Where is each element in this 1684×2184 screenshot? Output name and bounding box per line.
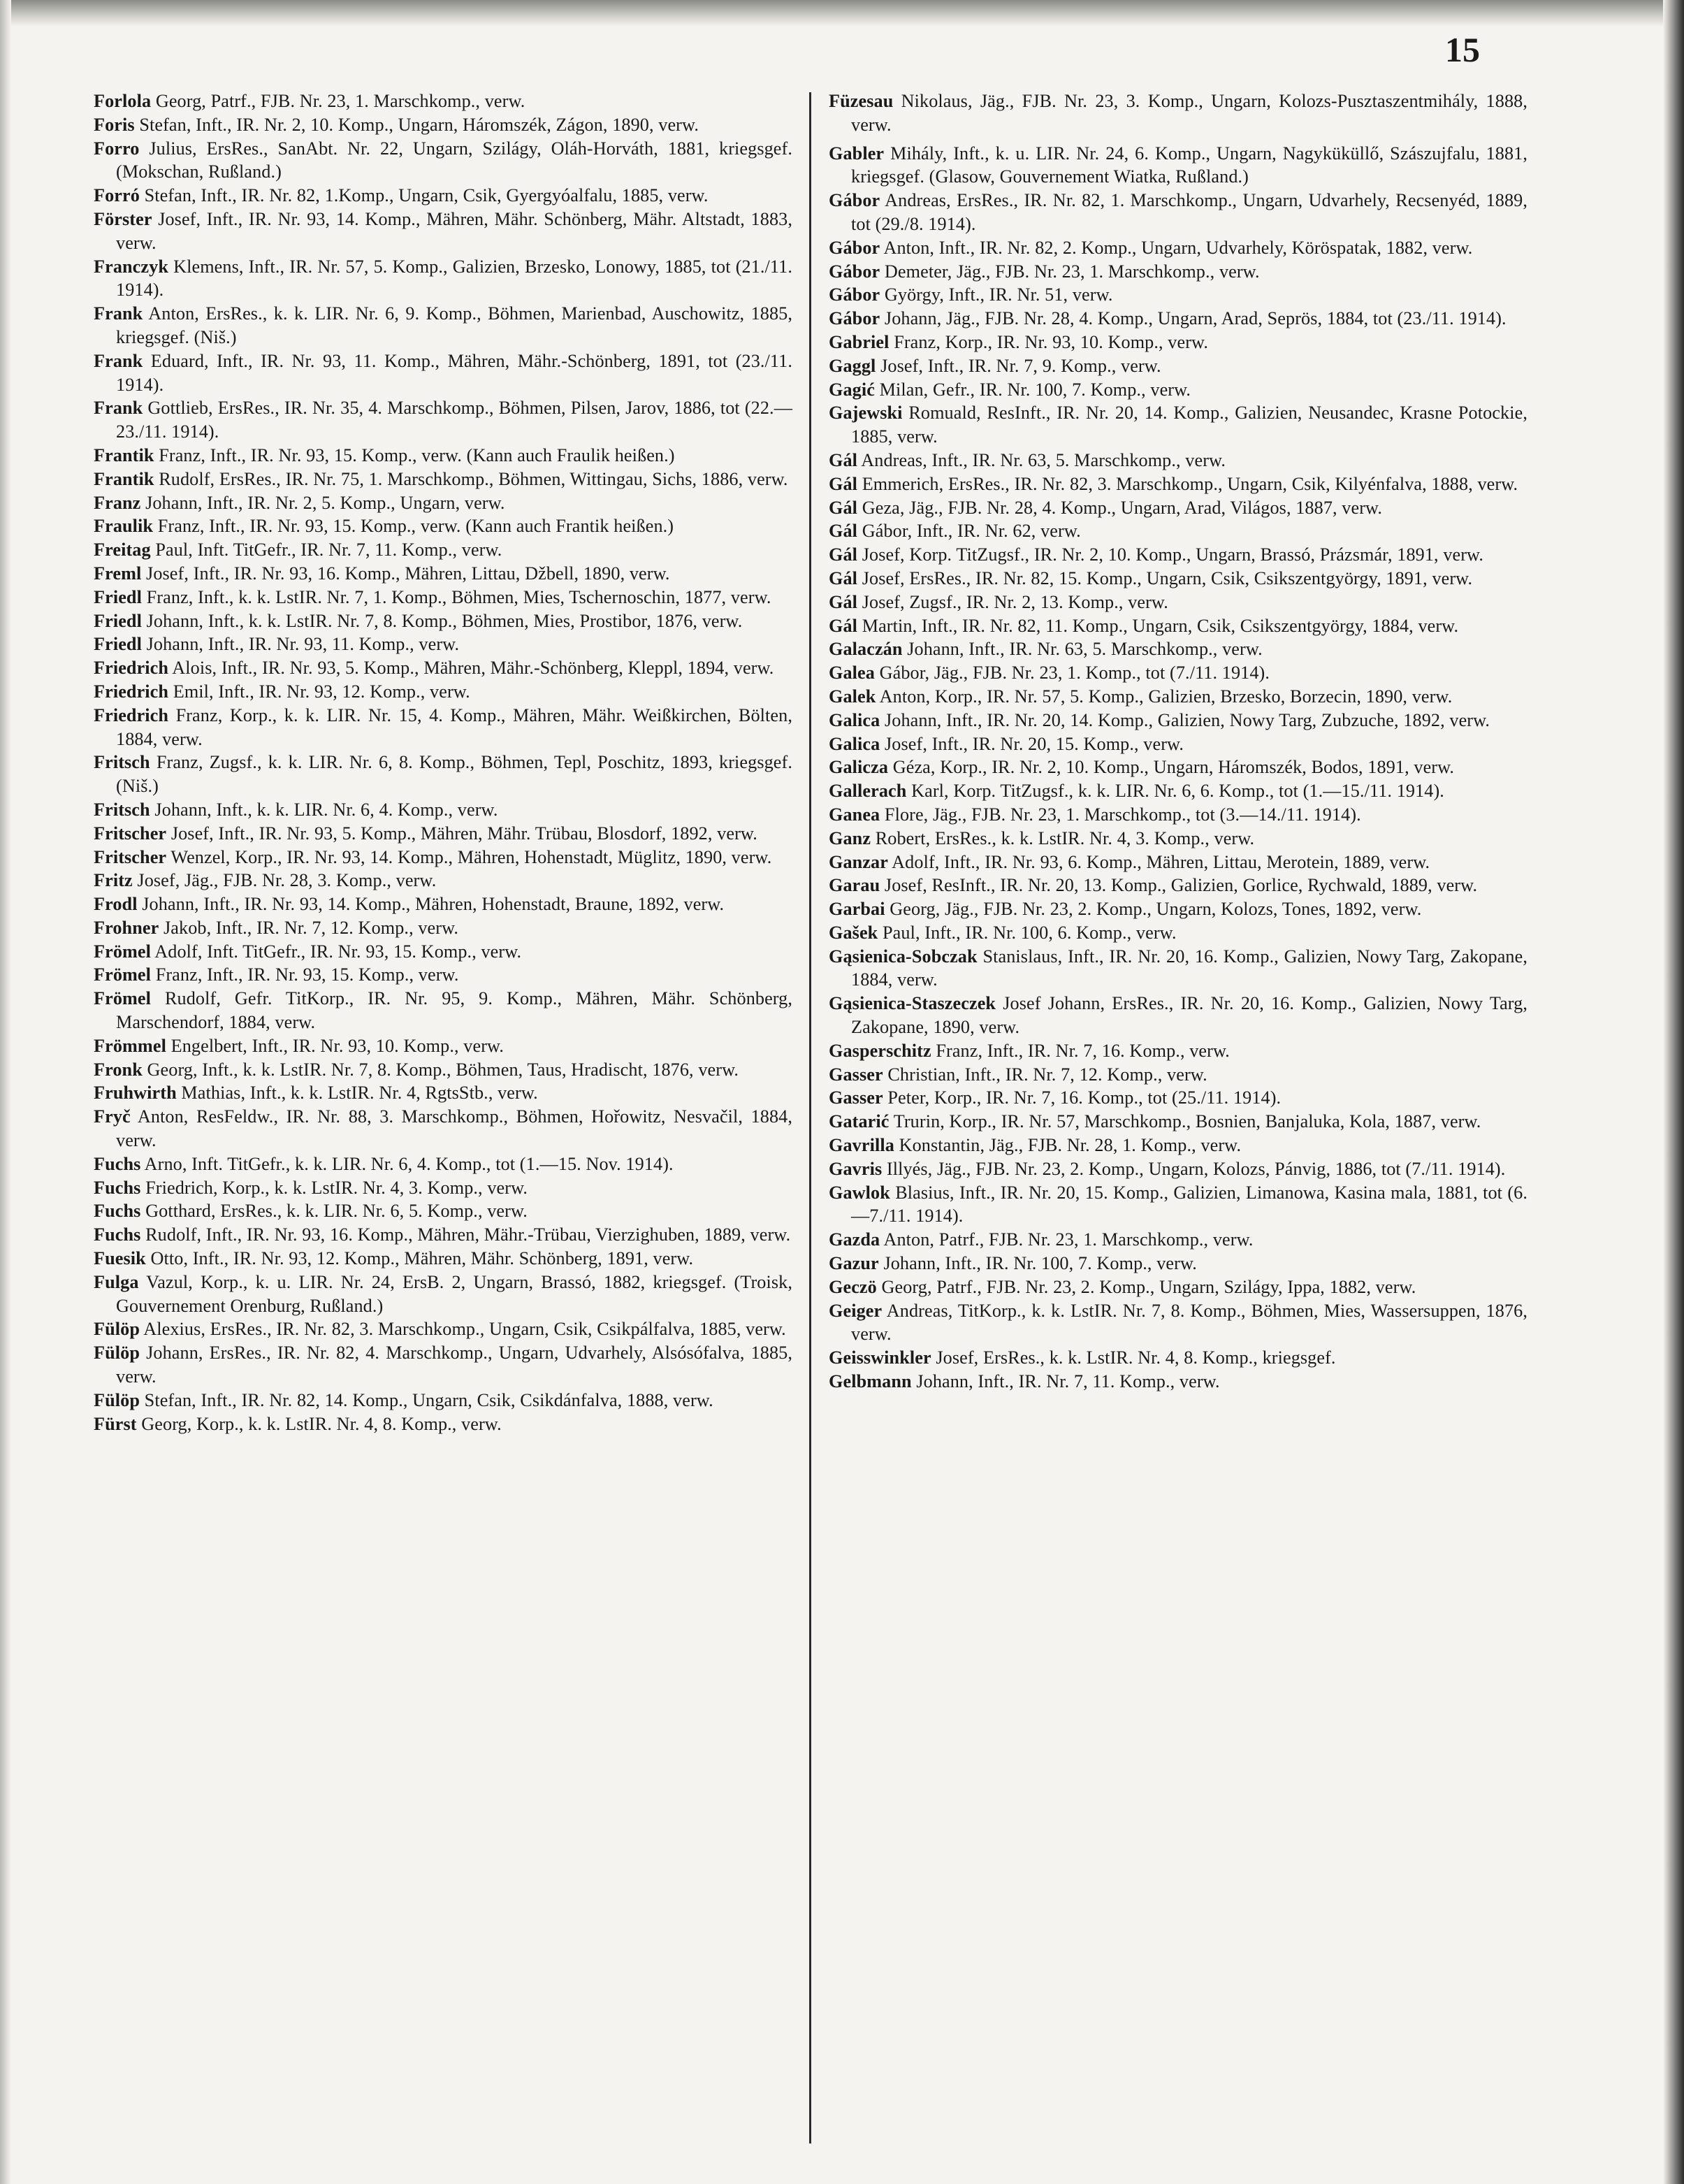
list-item — [829, 661, 1527, 685]
list-item — [829, 89, 1527, 137]
entry-surname: Gallerach — [829, 781, 907, 802]
entry-surname: Frank — [94, 303, 143, 324]
list-item — [94, 987, 792, 1034]
page-number: 15 — [1445, 30, 1480, 69]
entry-surname: Gábor — [829, 237, 880, 258]
entry-surname: Fraulik — [94, 516, 154, 537]
list-item — [94, 1105, 792, 1152]
entry-surname: Fulga — [94, 1271, 139, 1292]
left-column — [94, 89, 792, 1435]
list-item — [829, 378, 1527, 402]
entry-details: Josef, ErsRes., k. k. LstIR. Nr. 4, 8. Komp., kriegsgef. — [936, 1347, 1336, 1368]
entry-details: Emmerich, ErsRes., IR. Nr. 82, 3. Marschkomp., Ungarn, Csik, Kilyénfalva, 1888, verw. — [862, 473, 1518, 494]
entry-surname: Frantik — [94, 468, 154, 489]
entry-surname: Ganzar — [829, 851, 888, 872]
list-item — [94, 869, 792, 892]
list-item — [829, 1110, 1527, 1134]
entry-surname: Gabriel — [829, 331, 890, 352]
entry-surname: Fuchs — [94, 1153, 141, 1174]
list-item — [94, 1081, 792, 1105]
list-item — [829, 1370, 1527, 1394]
entry-surname: Fruhwirth — [94, 1083, 177, 1104]
entry-surname: Ganz — [829, 827, 871, 848]
entry-surname: Gasser — [829, 1064, 883, 1085]
list-item — [94, 538, 792, 562]
list-item — [829, 732, 1527, 756]
list-item — [829, 307, 1527, 331]
list-item — [94, 468, 792, 491]
entry-surname: Gavris — [829, 1158, 883, 1179]
entry-details: Johann, Inft., IR. Nr. 2, 5. Komp., Ungarn, verw. — [145, 492, 505, 513]
list-item — [94, 632, 792, 656]
list-item — [829, 236, 1527, 260]
list-item — [94, 1317, 792, 1341]
entry-details: Eduard, Inft., IR. Nr. 93, 11. Komp., Mähren, Mähr.-Schönberg, 1891, tot (23./11. 1914). — [116, 350, 792, 395]
list-item — [94, 1058, 792, 1082]
entry-surname: Gál — [829, 591, 858, 612]
entry-details: Andreas, TitKorp., k. k. LstIR. Nr. 7, 8. Komp., Böhmen, Mies, Wassersuppen, 1876, verw. — [851, 1300, 1528, 1345]
entry-details: Johann, Inft., IR. Nr. 93, 11. Komp., verw. — [146, 634, 460, 655]
list-item — [829, 472, 1527, 496]
entry-surname: Gawlok — [829, 1182, 890, 1203]
list-item — [94, 892, 792, 916]
entry-details: Stefan, Inft., IR. Nr. 2, 10. Komp., Ungarn, Háromszék, Zágon, 1890, verw. — [139, 114, 699, 135]
entry-details: Anton, ResFeldw., IR. Nr. 88, 3. Marschkomp., Böhmen, Hořowitz, Nesvačil, 1884, verw. — [116, 1106, 792, 1151]
list-item — [829, 779, 1527, 803]
list-item — [94, 514, 792, 538]
entry-surname: Gajewski — [829, 403, 903, 424]
entry-details: Mathias, Inft., k. k. LstIR. Nr. 4, RgtsStb., verw. — [181, 1083, 538, 1104]
entry-details: Johann, Jäg., FJB. Nr. 28, 4. Komp., Ungarn, Arad, Seprös, 1884, tot (23./11. 1914). — [884, 308, 1507, 329]
entry-surname: Geisswinkler — [829, 1347, 931, 1368]
entry-surname: Galica — [829, 709, 880, 730]
entry-details: Franz, Inft., IR. Nr. 93, 15. Komp., verw. (Kann auch Fraulik heißen.) — [159, 444, 675, 465]
list-item — [829, 567, 1527, 591]
entry-details: Julius, ErsRes., SanAbt. Nr. 22, Ungarn, Szilágy, Oláh-Horváth, 1881, kriegsgef. (Mokschan, Rußland.) — [116, 138, 792, 182]
list-item — [829, 283, 1527, 307]
entry-details: Paul, Inft. TitGefr., IR. Nr. 7, 11. Komp., verw. — [155, 540, 502, 561]
entry-details: Emil, Inft., IR. Nr. 93, 12. Komp., verw. — [173, 681, 470, 702]
entry-details: Nikolaus, Jäg., FJB. Nr. 23, 3. Komp., Ungarn, Kolozs-Pusztaszentmihály, 1888, verw. — [851, 91, 1527, 135]
list-item — [94, 562, 792, 586]
entry-details: Andreas, ErsRes., IR. Nr. 82, 1. Marschkomp., Ungarn, Udvarhely, Recsenyéd, 1889, tot (29./8. 1914). — [851, 190, 1527, 234]
entry-surname: Gelbmann — [829, 1371, 912, 1392]
entry-details: Paul, Inft., IR. Nr. 100, 6. Komp., verw. — [883, 922, 1177, 943]
list-item — [829, 992, 1527, 1039]
list-item — [94, 680, 792, 704]
entry-surname: Gál — [829, 521, 858, 542]
list-item — [829, 591, 1527, 614]
list-item — [829, 331, 1527, 354]
entry-details: Demeter, Jäg., FJB. Nr. 23, 1. Marschkomp., verw. — [884, 261, 1260, 282]
entry-details: Franz, Korp., k. k. LIR. Nr. 15, 4. Komp., Mähren, Mähr. Weißkirchen, Bölten, 1884, verw. — [116, 704, 792, 749]
list-item — [94, 208, 792, 255]
entry-surname: Gatarić — [829, 1111, 890, 1132]
list-item — [94, 1223, 792, 1247]
entry-details: Josef, Inft., IR. Nr. 20, 15. Komp., verw. — [885, 733, 1184, 754]
list-item — [94, 1199, 792, 1223]
list-item — [829, 874, 1527, 897]
entry-surname: Fuchs — [94, 1201, 141, 1222]
entry-details: Rudolf, Inft., IR. Nr. 93, 16. Komp., Mähren, Mähr.-Trübau, Vierzighuben, 1889, verw. — [145, 1224, 791, 1245]
list-item — [829, 1299, 1527, 1347]
list-item — [94, 822, 792, 846]
entry-details: Josef, Jäg., FJB. Nr. 28, 3. Komp., verw. — [137, 870, 437, 891]
list-item — [94, 113, 792, 137]
entry-surname: Freml — [94, 563, 142, 584]
entry-details: Wenzel, Korp., IR. Nr. 93, 14. Komp., Mähren, Hohenstadt, Müglitz, 1890, verw. — [170, 846, 772, 867]
entry-surname: Gál — [829, 473, 858, 494]
entry-details: Anton, Patrf., FJB. Nr. 23, 1. Marschkomp., verw. — [883, 1229, 1254, 1250]
entry-details: Blasius, Inft., IR. Nr. 20, 15. Komp., Galizien, Limanowa, Kasina mala, 1881, tot (6.—7./11. 1914). — [851, 1182, 1527, 1227]
list-item — [829, 1346, 1527, 1370]
entry-surname: Forlola — [94, 91, 152, 111]
entry-details: Gotthard, ErsRes., k. k. LIR. Nr. 6, 5. Komp., verw. — [145, 1201, 528, 1222]
entry-surname: Gábor — [829, 190, 880, 211]
entry-details: Georg, Korp., k. k. LstIR. Nr. 4, 8. Komp., verw. — [141, 1413, 502, 1434]
entry-surname: Frank — [94, 398, 143, 419]
entry-details: Franz, Inft., IR. Nr. 93, 15. Komp., verw. — [155, 964, 459, 985]
entry-details: Milan, Gefr., IR. Nr. 100, 7. Komp., verw. — [879, 379, 1191, 400]
entry-details: Adolf, Inft., IR. Nr. 93, 6. Komp., Mähren, Littau, Merotein, 1889, verw. — [892, 851, 1430, 872]
entry-details: Illyés, Jäg., FJB. Nr. 23, 2. Komp., Ungarn, Kolozs, Pánvig, 1886, tot (7./11. 1914). — [886, 1158, 1506, 1179]
entry-surname: Gál — [829, 544, 858, 565]
entry-surname: Friedl — [94, 610, 142, 631]
entry-details: Adolf, Inft. TitGefr., IR. Nr. 93, 15. Komp., verw. — [154, 941, 522, 962]
list-item — [829, 1157, 1527, 1181]
entry-surname: Frömel — [94, 988, 152, 1009]
entry-surname: Galicza — [829, 757, 889, 778]
entry-details: Johann, Inft., k. k. LstIR. Nr. 7, 8. Komp., Böhmen, Mies, Prostibor, 1876, verw. — [146, 610, 743, 631]
list-item — [829, 851, 1527, 874]
entry-surname: Gagić — [829, 379, 875, 400]
entry-surname: Gazda — [829, 1229, 880, 1250]
list-item — [829, 1086, 1527, 1110]
list-item — [829, 709, 1527, 732]
list-item — [94, 846, 792, 869]
list-item — [829, 1228, 1527, 1252]
entry-surname: Gąsienica-Sobczak — [829, 946, 978, 967]
entry-details: Johann, ErsRes., IR. Nr. 82, 4. Marschkomp., Ungarn, Udvarhely, Alsósófalva, 1885, verw. — [116, 1343, 792, 1387]
entry-details: Johann, Inft., IR. Nr. 20, 14. Komp., Galizien, Nowy Targ, Zubzuche, 1892, verw. — [885, 709, 1490, 730]
entry-surname: Fülöp — [94, 1389, 140, 1410]
list-item — [94, 798, 792, 822]
entry-surname: Fritsch — [94, 799, 150, 820]
entry-surname: Friedrich — [94, 681, 169, 702]
entry-details: Trurin, Korp., IR. Nr. 57, Marschkomp., Bosnien, Banjaluka, Kola, 1887, verw. — [893, 1111, 1481, 1132]
list-item — [94, 940, 792, 964]
entry-surname: Galek — [829, 686, 876, 707]
entry-details: Peter, Korp., IR. Nr. 7, 16. Komp., tot (25./11. 1914). — [887, 1087, 1282, 1108]
entry-details: Klemens, Inft., IR. Nr. 57, 5. Komp., Galizien, Brzesko, Lonowy, 1885, tot (21./11. 1914). — [116, 256, 792, 301]
list-item — [94, 396, 792, 444]
list-item — [829, 189, 1527, 236]
list-item — [94, 656, 792, 680]
entry-surname: Gábor — [829, 308, 880, 329]
list-item — [94, 1389, 792, 1412]
list-item — [829, 637, 1527, 661]
entry-details: Jakob, Inft., IR. Nr. 7, 12. Komp., verw. — [163, 917, 459, 938]
entry-surname: Fülöp — [94, 1319, 140, 1340]
entry-surname: Frömel — [94, 964, 152, 985]
entry-details: Josef, Zugsf., IR. Nr. 2, 13. Komp., verw. — [862, 591, 1168, 612]
list-item — [829, 614, 1527, 638]
list-item — [829, 142, 1527, 189]
entry-details: Stefan, Inft., IR. Nr. 82, 14. Komp., Ungarn, Csik, Csikdánfalva, 1888, verw. — [144, 1389, 713, 1410]
entry-surname: Fronk — [94, 1059, 143, 1080]
list-item — [829, 827, 1527, 851]
list-item — [829, 685, 1527, 709]
entry-details: Mihály, Inft., k. u. LIR. Nr. 24, 6. Komp., Ungarn, Nagyküküllő, Szászujfalu, 1881, kriegsgef. (Glasow, Gouvernement Wiatka, Rußland.) — [851, 143, 1527, 187]
entry-details: Georg, Patrf., FJB. Nr. 23, 2. Komp., Ungarn, Szilágy, Ippa, 1882, verw. — [881, 1276, 1416, 1297]
list-item — [94, 491, 792, 515]
entry-surname: Frantik — [94, 444, 154, 465]
list-item — [94, 184, 792, 208]
entry-surname: Füzesau — [829, 91, 894, 111]
column-divider — [809, 92, 811, 2143]
entry-details: Géza, Korp., IR. Nr. 2, 10. Komp., Ungarn, Háromszék, Bodos, 1891, verw. — [892, 757, 1455, 778]
entry-surname: Friedrich — [94, 704, 169, 725]
page-left-shadow — [0, 0, 11, 2184]
entry-surname: Frodl — [94, 894, 138, 915]
entry-details: Konstantin, Jäg., FJB. Nr. 28, 1. Komp., verw. — [899, 1135, 1242, 1156]
entry-surname: Forró — [94, 185, 140, 206]
entry-surname: Fuesik — [94, 1248, 146, 1269]
entry-details: Johann, Inft., IR. Nr. 7, 11. Komp., verw. — [916, 1371, 1220, 1392]
entry-details: Christian, Inft., IR. Nr. 7, 12. Komp., verw. — [887, 1064, 1207, 1085]
list-item — [829, 1063, 1527, 1087]
list-item — [829, 921, 1527, 945]
list-item — [94, 609, 792, 633]
entry-surname: Frank — [94, 350, 143, 371]
list-item — [94, 1034, 792, 1058]
entry-details: Arno, Inft. TitGefr., k. k. LIR. Nr. 6, 4. Komp., tot (1.—15. Nov. 1914). — [144, 1153, 674, 1174]
entry-details: Gábor, Jäg., FJB. Nr. 23, 1. Komp., tot (7./11. 1914). — [879, 663, 1270, 684]
entry-surname: Fuchs — [94, 1177, 141, 1198]
entry-details: Georg, Inft., k. k. LstIR. Nr. 7, 8. Komp., Böhmen, Taus, Hradischt, 1876, verw. — [147, 1059, 739, 1080]
entry-details: György, Inft., IR. Nr. 51, verw. — [884, 284, 1113, 305]
entry-surname: Fritsch — [94, 752, 150, 773]
entry-surname: Gál — [829, 449, 858, 470]
list-item — [829, 897, 1527, 921]
list-item — [94, 89, 792, 113]
entry-surname: Friedl — [94, 586, 142, 607]
entry-surname: Gál — [829, 567, 858, 588]
list-item — [94, 704, 792, 751]
list-item — [94, 1152, 792, 1176]
entry-surname: Gál — [829, 497, 858, 518]
entry-details: Alexius, ErsRes., IR. Nr. 82, 3. Marschkomp., Ungarn, Csik, Csikpálfalva, 1885, verw. — [143, 1319, 786, 1340]
entry-surname: Fritscher — [94, 846, 167, 867]
entry-surname: Franz — [94, 492, 141, 513]
list-item — [829, 1134, 1527, 1157]
entry-surname: Franczyk — [94, 256, 168, 277]
entry-surname: Fryč — [94, 1106, 131, 1127]
entry-details: Flore, Jäg., FJB. Nr. 23, 1. Marschkomp., tot (3.—14./11. 1914). — [884, 804, 1361, 825]
list-item — [829, 945, 1527, 992]
entry-details: Rudolf, Gefr. TitKorp., IR. Nr. 95, 9. Komp., Mähren, Mähr. Schönberg, Marschendorf, 1884, verw. — [116, 988, 792, 1033]
entry-details: Anton, Korp., IR. Nr. 57, 5. Komp., Galizien, Brzesko, Borzecin, 1890, verw. — [879, 686, 1453, 707]
list-item — [94, 255, 792, 303]
list-item — [94, 444, 792, 468]
entry-details: Johann, Inft., k. k. LIR. Nr. 6, 4. Komp., verw. — [154, 799, 498, 820]
entry-details: Geza, Jäg., FJB. Nr. 28, 4. Komp., Ungarn, Arad, Világos, 1887, verw. — [862, 497, 1383, 518]
entry-details: Georg, Patrf., FJB. Nr. 23, 1. Marschkomp., verw. — [155, 91, 525, 111]
list-item — [829, 1039, 1527, 1063]
entry-surname: Gábor — [829, 261, 880, 282]
entry-surname: Frömel — [94, 941, 152, 962]
list-item — [94, 1176, 792, 1200]
entry-details: Josef Johann, ErsRes., IR. Nr. 20, 16. Komp., Galizien, Nowy Targ, Zakopane, 1890, verw. — [851, 993, 1527, 1038]
list-item — [829, 519, 1527, 543]
entry-surname: Galica — [829, 733, 880, 754]
entry-surname: Gasser — [829, 1087, 883, 1108]
entry-surname: Gąsienica-Staszeczek — [829, 993, 996, 1014]
entry-details: Gábor, Inft., IR. Nr. 62, verw. — [862, 521, 1081, 542]
list-item — [829, 1252, 1527, 1275]
list-item — [94, 1271, 792, 1318]
entry-details: Josef, ErsRes., IR. Nr. 82, 15. Komp., Ungarn, Csik, Csikszentgyörgy, 1891, verw. — [862, 567, 1473, 588]
list-item — [829, 1275, 1527, 1299]
entry-surname: Gabler — [829, 143, 885, 164]
entry-surname: Frömmel — [94, 1035, 166, 1056]
entry-details: Johann, Inft., IR. Nr. 100, 7. Komp., verw. — [883, 1253, 1197, 1274]
entry-surname: Gaggl — [829, 355, 876, 376]
list-item — [94, 302, 792, 349]
entry-details: Johann, Inft., IR. Nr. 63, 5. Marschkomp., verw. — [907, 639, 1263, 660]
list-item — [94, 916, 792, 940]
entry-surname: Gábor — [829, 284, 880, 305]
entry-details: Stefan, Inft., IR. Nr. 82, 1.Komp., Ungarn, Csik, Gyergyóalfalu, 1885, verw. — [144, 185, 709, 206]
entry-surname: Garbai — [829, 899, 885, 920]
entry-surname: Gavrilla — [829, 1135, 894, 1156]
entry-details: Stanislaus, Inft., IR. Nr. 20, 16. Komp., Galizien, Nowy Targ, Zakopane, 1884, verw. — [851, 946, 1527, 990]
list-item — [94, 586, 792, 609]
entry-surname: Galea — [829, 663, 875, 684]
entry-surname: Ganea — [829, 804, 880, 825]
entry-details: Engelbert, Inft., IR. Nr. 93, 10. Komp., verw. — [170, 1035, 504, 1056]
list-item — [829, 803, 1527, 827]
list-item — [829, 260, 1527, 284]
entry-surname: Freitag — [94, 540, 151, 561]
entry-details: Friedrich, Korp., k. k. LstIR. Nr. 4, 3. Komp., verw. — [145, 1177, 528, 1198]
entry-surname: Forro — [94, 138, 140, 159]
entry-surname: Friedrich — [94, 658, 169, 679]
entry-details: Josef, ResInft., IR. Nr. 20, 13. Komp., Galizien, Gorlice, Rychwald, 1889, verw. — [884, 875, 1478, 896]
entry-details: Josef, Korp. TitZugsf., IR. Nr. 2, 10. Komp., Ungarn, Brassó, Prázsmár, 1891, verw. — [862, 544, 1484, 565]
entry-surname: Gašek — [829, 922, 878, 943]
entry-details: Johann, Inft., IR. Nr. 93, 14. Komp., Mähren, Hohenstadt, Braune, 1892, verw. — [142, 894, 725, 915]
entry-details: Franz, Inft., IR. Nr. 93, 15. Komp., verw. (Kann auch Frantik heißen.) — [157, 516, 674, 537]
entry-details: Andreas, Inft., IR. Nr. 63, 5. Marschkomp., verw. — [861, 449, 1226, 470]
entry-surname: Geczö — [829, 1276, 877, 1297]
entry-surname: Gál — [829, 615, 858, 636]
entry-details: Gottlieb, ErsRes., IR. Nr. 35, 4. Marschkomp., Böhmen, Pilsen, Jarov, 1886, tot (22.—23./11. 1914). — [116, 398, 792, 442]
entry-surname: Foris — [94, 114, 135, 135]
entry-surname: Friedl — [94, 634, 142, 655]
entry-surname: Galaczán — [829, 639, 903, 660]
list-item — [94, 1412, 792, 1436]
entry-surname: Fuchs — [94, 1224, 141, 1245]
entry-details: Franz, Zugsf., k. k. LIR. Nr. 6, 8. Komp., Böhmen, Tepl, Poschitz, 1893, kriegsgef. (Niš.) — [116, 752, 792, 797]
list-item — [829, 1181, 1527, 1229]
entry-details: Martin, Inft., IR. Nr. 82, 11. Komp., Ungarn, Csik, Csikszentgyörgy, 1884, verw. — [862, 615, 1459, 636]
entry-details: Vazul, Korp., k. u. LIR. Nr. 24, ErsB. 2, Ungarn, Brassó, 1882, kriegsgef. (Troisk, Gouvernement Orenburg, Rußland.) — [116, 1271, 792, 1316]
list-item — [829, 401, 1527, 449]
entry-details: Anton, Inft., IR. Nr. 82, 2. Komp., Ungarn, Udvarhely, Köröspatak, 1882, verw. — [883, 237, 1473, 258]
entry-details: Georg, Jäg., FJB. Nr. 23, 2. Komp., Ungarn, Kolozs, Tones, 1892, verw. — [890, 899, 1422, 920]
entry-details: Franz, Inft., k. k. LstIR. Nr. 7, 1. Komp., Böhmen, Mies, Tschernoschin, 1877, verw. — [146, 586, 771, 607]
entry-details: Franz, Korp., IR. Nr. 93, 10. Komp., verw. — [894, 331, 1208, 352]
entry-details: Rudolf, ErsRes., IR. Nr. 75, 1. Marschkomp., Böhmen, Wittingau, Sichs, 1886, verw. — [159, 468, 788, 489]
entry-surname: Gazur — [829, 1253, 879, 1274]
entry-details: Romuald, ResInft., IR. Nr. 20, 14. Komp., Galizien, Neusandec, Krasne Potockie, 1885, verw. — [851, 403, 1527, 447]
list-item — [94, 349, 792, 397]
entry-surname: Garau — [829, 875, 880, 896]
list-item — [829, 449, 1527, 472]
list-item — [829, 755, 1527, 779]
entry-surname: Förster — [94, 208, 152, 229]
entry-details: Karl, Korp. TitZugsf., k. k. LIR. Nr. 6, 6. Komp., tot (1.—15./11. 1914). — [911, 781, 1444, 802]
list-item — [829, 354, 1527, 378]
entry-details: Josef, Inft., IR. Nr. 93, 5. Komp., Mähren, Mähr. Trübau, Blosdorf, 1892, verw. — [170, 823, 757, 844]
entry-surname: Frohner — [94, 917, 159, 938]
entry-details: Franz, Inft., IR. Nr. 7, 16. Komp., verw. — [936, 1040, 1230, 1061]
entry-surname: Geiger — [829, 1300, 883, 1321]
list-item — [94, 137, 792, 185]
entry-surname: Fritscher — [94, 823, 167, 844]
entry-surname: Fritz — [94, 870, 133, 891]
entry-details: Josef, Inft., IR. Nr. 7, 9. Komp., verw. — [880, 355, 1161, 376]
entry-details: Otto, Inft., IR. Nr. 93, 12. Komp., Mähren, Mähr. Schönberg, 1891, verw. — [150, 1248, 694, 1269]
entry-details: Anton, ErsRes., k. k. LIR. Nr. 6, 9. Komp., Böhmen, Marienbad, Auschowitz, 1885, kriegsgef. (Niš.) — [116, 303, 793, 347]
list-item — [94, 751, 792, 798]
page-right-shadow — [1663, 0, 1684, 2184]
list-item — [94, 1341, 792, 1389]
entry-details: Josef, Inft., IR. Nr. 93, 14. Komp., Mähren, Mähr. Schönberg, Mähr. Altstadt, 1883, verw. — [116, 208, 792, 253]
list-item — [94, 1247, 792, 1271]
list-item — [829, 496, 1527, 520]
right-column — [829, 89, 1527, 1394]
entry-details: Alois, Inft., IR. Nr. 93, 5. Komp., Mähren, Mähr.-Schönberg, Kleppl, 1894, verw. — [172, 658, 774, 679]
entry-surname: Gasperschitz — [829, 1040, 931, 1061]
entry-surname: Fürst — [94, 1413, 137, 1434]
entry-details: Josef, Inft., IR. Nr. 93, 16. Komp., Mähren, Littau, Džbell, 1890, verw. — [146, 563, 670, 584]
page-top-shadow — [0, 0, 1684, 27]
entry-surname: Fülöp — [94, 1343, 140, 1364]
entry-details: Robert, ErsRes., k. k. LstIR. Nr. 4, 3. Komp., verw. — [875, 827, 1255, 848]
list-item — [94, 963, 792, 987]
list-item — [829, 543, 1527, 567]
